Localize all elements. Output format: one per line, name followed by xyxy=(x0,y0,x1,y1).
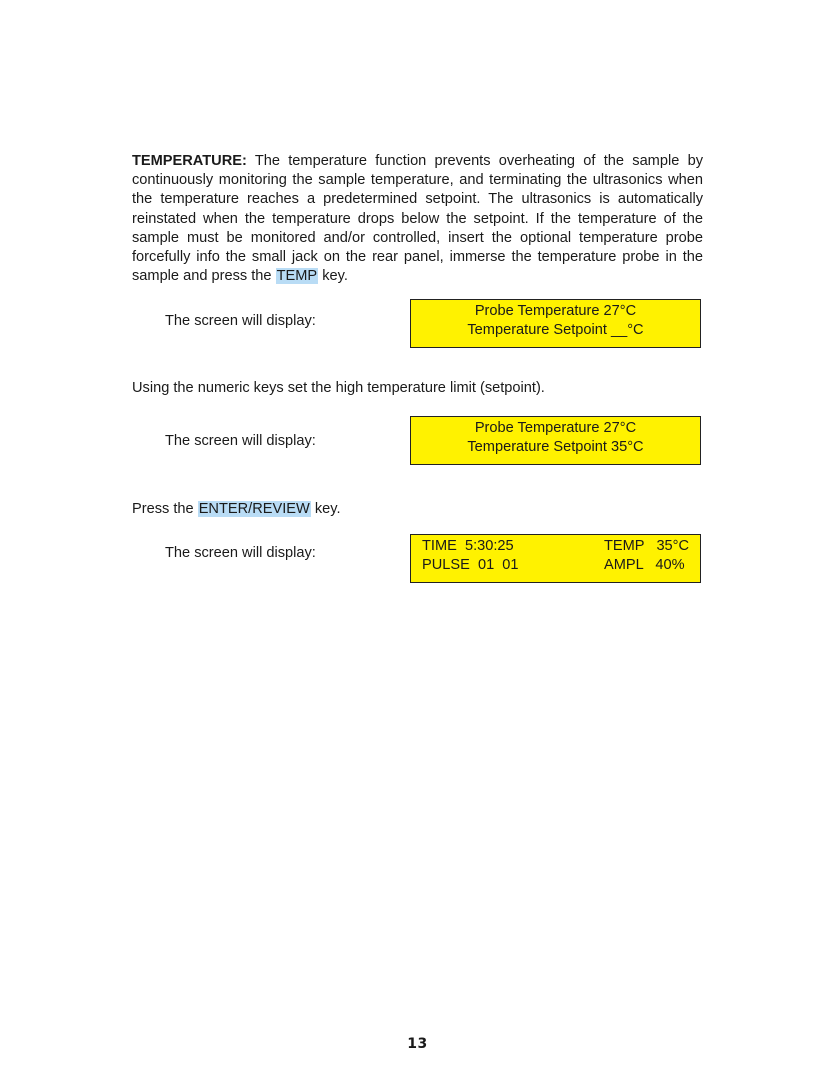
screen-display-label-2: The screen will display: xyxy=(165,433,316,449)
lcd-time-readout: TIME 5:30:25 xyxy=(422,538,514,554)
setpoint-instruction: Using the numeric keys set the high temperature limit (setpoint). xyxy=(132,380,545,396)
temperature-heading: TEMPERATURE: xyxy=(132,153,247,169)
temperature-body: The temperature function prevents overheating of the sample by continuously monitoring the sample temperature, and terminating the ultrasonics when the temperature reaches a predetermined setpoint. The ultrasonics is automatically reinstated when the temperature drops below the setpoint. If the temperature of the sample must be monitored and/or controlled, insert the optional temperature probe forcefully info the small jack on the rear panel, immerse the temperature probe in the sample and press the xyxy=(132,153,703,285)
page-number: 13 xyxy=(407,1036,428,1052)
temp-key-label: TEMP xyxy=(276,268,318,285)
enter-review-key-label: ENTER/REVIEW xyxy=(198,501,310,517)
enter-review-instruction xyxy=(132,500,703,519)
lcd-temp-readout: TEMP 35°C xyxy=(604,538,690,554)
screen-display-label-3: The screen will display: xyxy=(165,545,316,561)
screen-display-label-1: The screen will display: xyxy=(165,313,316,329)
lcd-display-1-line-2: Temperature Setpoint __°C xyxy=(467,321,644,338)
lcd-display-1 xyxy=(410,299,701,348)
enter-review-prefix: Press the xyxy=(132,501,198,517)
enter-review-suffix: key. xyxy=(310,501,341,517)
lcd-display-3-row-2 xyxy=(422,556,690,575)
lcd-display-2-line-2: Temperature Setpoint 35°C xyxy=(467,438,644,455)
lcd-display-2 xyxy=(410,416,701,465)
lcd-display-1-line-1: Probe Temperature 27°C xyxy=(474,303,637,319)
temperature-paragraph xyxy=(132,152,703,286)
lcd-display-3-row-1 xyxy=(422,537,690,556)
lcd-ampl-readout: AMPL 40% xyxy=(604,556,685,573)
lcd-display-3 xyxy=(410,534,701,583)
temperature-body-end: key. xyxy=(318,268,348,285)
lcd-pulse-readout: PULSE 01 01 xyxy=(422,556,519,573)
lcd-display-2-line-1: Probe Temperature 27°C xyxy=(474,420,637,436)
